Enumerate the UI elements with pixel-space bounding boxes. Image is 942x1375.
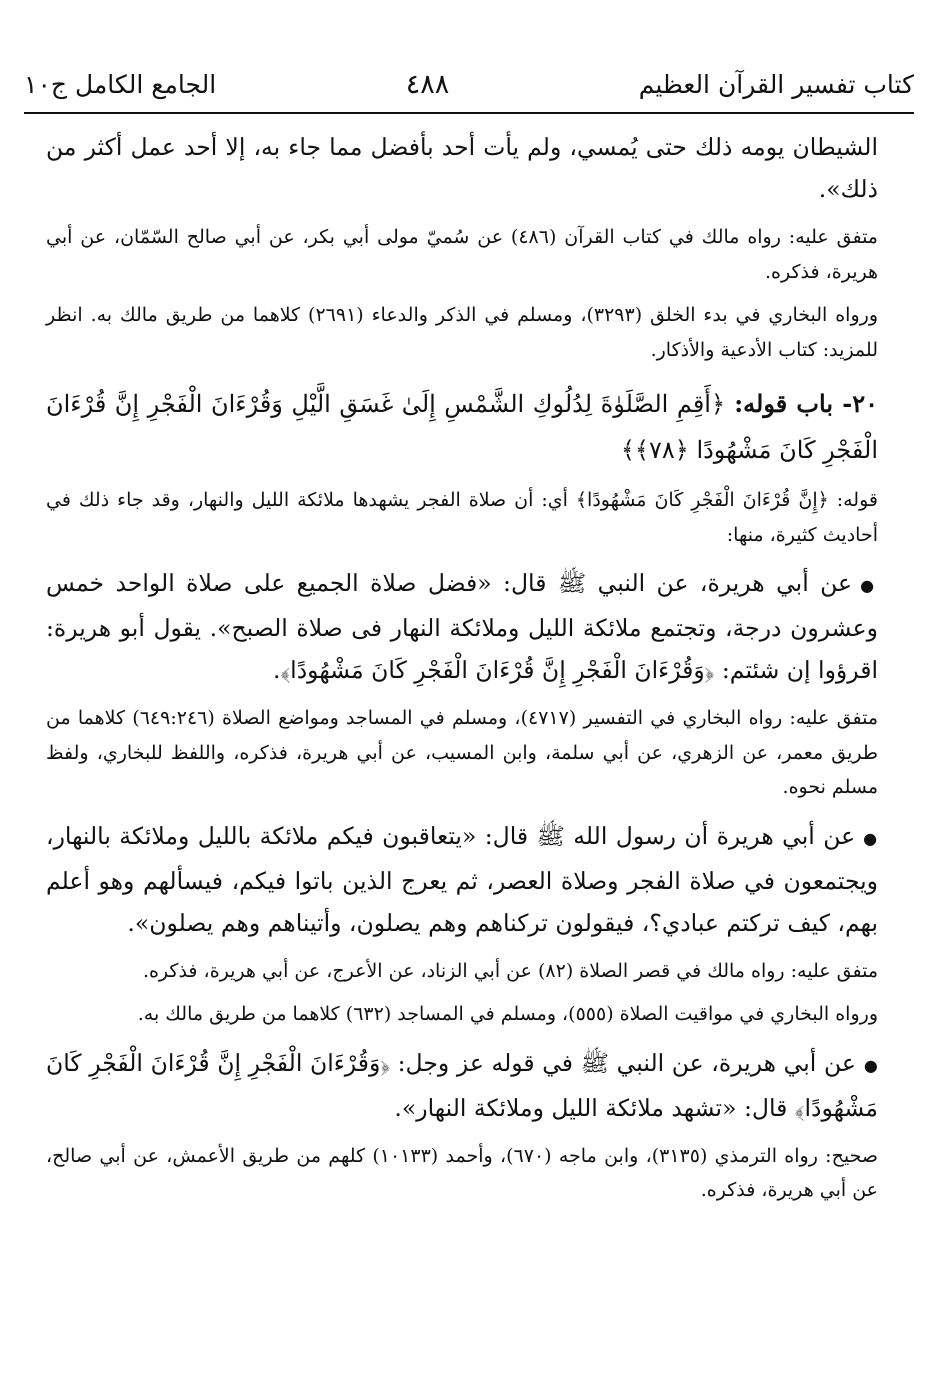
hadith-paragraph <box>46 1042 878 1129</box>
chapter-label: ٢٠- باب قوله: <box>734 389 879 418</box>
bullet-icon: ● <box>863 1055 878 1075</box>
citation-note: متفق عليه: رواه مالك في قصر الصلاة (٨٢) عن أبي الزناد، عن الأعرج، عن أبي هريرة، فذكره. <box>142 959 878 982</box>
bullet-icon: ● <box>860 576 878 595</box>
citation-note: متفق عليه: رواه مالك في كتاب القرآن (٤٨٦) عن سُميّ مولى أبي بكر، عن أبي صالح السّمّان، عن أبي هريرة، فذكره. <box>46 226 878 283</box>
volume-label: الجامع الكامل ج١٠ <box>24 69 217 99</box>
hadith-text: عن أبي هريرة، عن النبي ﷺ قال: «فضل صلاة الجميع على صلاة الواحد خمس وعشرون درجة، وتجتمع ملائكة الليل وملائكة النهار فى صلاة الصبح». يقول أبو هريرة: اقرؤوا إن شئتم: ﴿وَقُرْءَانَ الْفَجْرِ إِنَّ قُرْءَانَ الْفَجْرِ كَانَ مَشْهُودًا﴾. <box>46 569 878 684</box>
continuation-paragraph: الشيطان يومه ذلك حتى يُمسي، ولم يأت أحد بأفضل مما جاء به، إلا أحد عمل أكثر من ذلك». <box>46 133 878 203</box>
hadith-paragraph <box>46 815 878 944</box>
hadith-text: عن أبي هريرة أن رسول الله ﷺ قال: «يتعاقبون فيكم ملائكة بالليل وملائكة بالنهار، ويجتمعون في صلاة الفجر وصلاة العصر، ثم يعرج الذين باتوا فيكم، فيسألهم وهو أعلم بهم، كيف تركتم عبادي؟، فيقولون تركناهم وهم يصلون، وأتيناهم وهم يصلون». <box>46 821 878 937</box>
hadith-text: عن أبي هريرة، عن النبي ﷺ في قوله عز وجل: ﴿وَقُرْءَانَ الْفَجْرِ إِنَّ قُرْءَانَ الْفَجْرِ كَانَ مَشْهُودًا﴾ قال: «تشهد ملائكة الليل وملائكة النهار». <box>46 1048 878 1122</box>
hadith-paragraph <box>46 562 878 691</box>
page-number: ٤٨٨ <box>405 68 450 100</box>
citation-note: صحيح: رواه الترمذي (٣١٣٥)، وابن ماجه (٦٧٠)، وأحمد (١٠١٣٣) كلهم من طريق الأعمش، عن أبي صالح، عن أبي هريرة، فذكره. <box>46 1144 878 1201</box>
page-header <box>24 62 914 106</box>
bullet-icon: ● <box>863 828 878 848</box>
header-rule <box>24 112 914 114</box>
book-title: كتاب تفسير القرآن العظيم <box>638 69 914 99</box>
citation-note: متفق عليه: رواه البخاري في التفسير (٤٧١٧)، ومسلم في المساجد ومواضع الصلاة (٦٤٩:٢٤٦) كلاهما من طريق معمر، عن الزهري، عن أبي سلمة، وابن المسيب، عن أبي هريرة، فذكره، واللفظ للبخاري، ولفظ مسلم نحوه. <box>46 707 878 798</box>
page-body <box>46 126 878 1208</box>
commentary-intro: قوله: ﴿إِنَّ قُرْءَانَ الْفَجْرِ كَانَ مَشْهُودًا﴾ أي: أن صلاة الفجر يشهدها ملائكة الليل والنهار، وقد جاء ذلك في أحاديث كثيرة، منها: <box>46 489 878 546</box>
chapter-ayah: ﴿أَقِمِ الصَّلَوٰةَ لِدُلُوكِ الشَّمْسِ إِلَىٰ غَسَقِ الَّيْلِ وَقُرْءَانَ الْفَجْرِ إِنَّ قُرْءَانَ الْفَجْرِ كَانَ مَشْهُودًا ﴿٧٨﴾﴾ <box>46 390 878 464</box>
citation-note: ورواه البخاري في مواقيت الصلاة (٥٥٥)، ومسلم في المساجد (٦٣٢) كلاهما من طريق مالك به. <box>137 1003 878 1025</box>
citation-note: ورواه البخاري في بدء الخلق (٣٢٩٣)، ومسلم في الذكر والدعاء (٢٦٩١) كلاهما من طريق مالك به. انظر للمزيد: كتاب الأدعية والأذكار. <box>46 304 878 361</box>
chapter-heading <box>46 381 878 473</box>
